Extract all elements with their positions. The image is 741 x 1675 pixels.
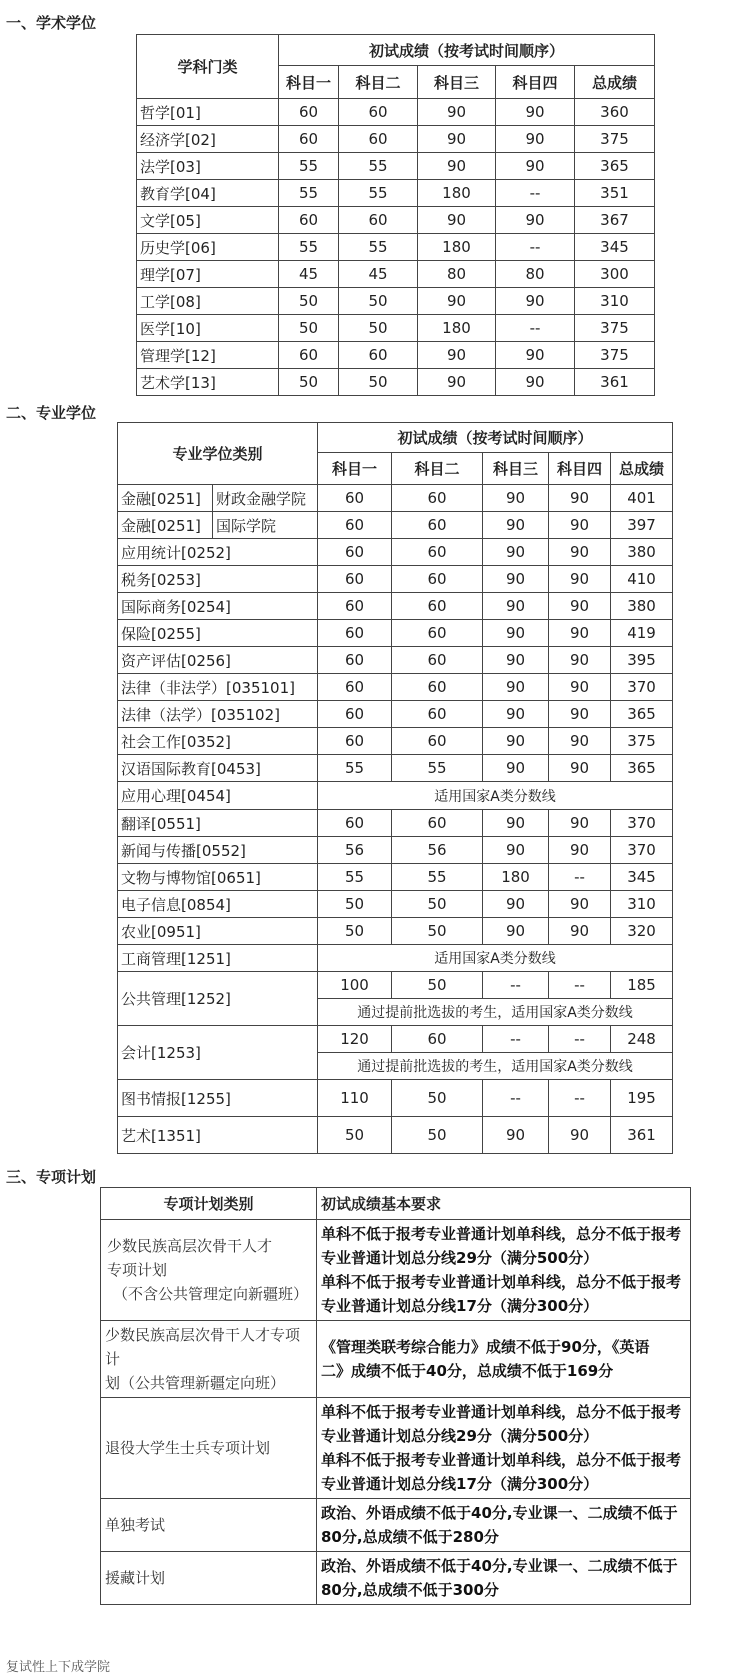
total-cell: 310 [611, 891, 673, 918]
subject-1-cell: 60 [318, 539, 392, 566]
subject-1-cell: 60 [279, 99, 339, 126]
total-cell: 365 [611, 755, 673, 782]
subject-1-cell: 60 [318, 593, 392, 620]
category-cell: 新闻与传播[0552] [118, 837, 318, 864]
plan-requirement-cell [317, 1552, 691, 1605]
subject-3-cell: 90 [418, 153, 496, 180]
subject-3-cell: 90 [483, 566, 549, 593]
total-cell: 397 [611, 512, 673, 539]
subject-3-cell: 90 [483, 755, 549, 782]
subject-1-cell: 100 [318, 972, 392, 999]
subject-2-cell: 50 [392, 918, 483, 945]
total-cell: 361 [611, 1117, 673, 1154]
subject-4-cell: 90 [549, 674, 611, 701]
total-cell: 375 [611, 728, 673, 755]
table-row [118, 674, 673, 701]
total-cell: 300 [575, 261, 655, 288]
subject-4-cell: 90 [549, 620, 611, 647]
table-row [137, 207, 655, 234]
category-cell: 理学[07] [137, 261, 279, 288]
category-cell: 农业[0951] [118, 918, 318, 945]
total-cell: 345 [575, 234, 655, 261]
subject-2-cell: 55 [339, 234, 418, 261]
subject-4-cell: 90 [549, 1117, 611, 1154]
note-cell: 适用国家A类分数线 [318, 945, 673, 972]
category-cell: 工商管理[1251] [118, 945, 318, 972]
header-subject-3: 科目三 [418, 66, 496, 99]
subject-1-cell: 60 [318, 620, 392, 647]
requirement-line: 单科不低于报考专业普通计划单科线，总分不低于报考 [321, 1273, 682, 1291]
table-row [118, 810, 673, 837]
plan-category-cell [101, 1552, 317, 1605]
subject-4-cell: 90 [549, 485, 611, 512]
category-cell: 公共管理[1252] [118, 972, 318, 1026]
subject-4-cell: 90 [496, 126, 575, 153]
subject-4-cell: 80 [496, 261, 575, 288]
subject-1-cell: 50 [318, 891, 392, 918]
subject-4-cell: 90 [496, 207, 575, 234]
subject-1-cell: 50 [279, 369, 339, 396]
subject-3-cell: 180 [483, 864, 549, 891]
requirement-line: 政治、外语成绩不低于40分,专业课一、二成绩不低于 [321, 1504, 678, 1522]
subject-4-cell: -- [496, 315, 575, 342]
subject-4-cell: -- [549, 972, 611, 999]
subject-4-cell: 90 [549, 810, 611, 837]
subject-3-cell: 90 [418, 342, 496, 369]
subject-3-cell: 180 [418, 315, 496, 342]
category-cell: 金融[0251] [118, 485, 213, 512]
subject-3-cell: 90 [483, 620, 549, 647]
requirement-line: 专业普通计划总分线17分（满分300分） [321, 1475, 599, 1493]
subject-2-cell: 60 [392, 1026, 483, 1053]
requirement-line: 80分,总成绩不低于280分 [321, 1528, 499, 1546]
subject-3-cell: 90 [418, 207, 496, 234]
header-category: 专项计划类别 [101, 1188, 317, 1220]
total-cell: 419 [611, 620, 673, 647]
subject-3-cell: 180 [418, 234, 496, 261]
subject-1-cell: 60 [318, 485, 392, 512]
subject-1-cell: 60 [318, 512, 392, 539]
total-cell: 370 [611, 810, 673, 837]
subject-4-cell: 90 [496, 99, 575, 126]
total-cell: 380 [611, 593, 673, 620]
requirement-line: 专业普通计划总分线29分（满分500分） [321, 1249, 599, 1267]
subject-2-cell: 55 [392, 864, 483, 891]
header-category: 专业学位类别 [118, 423, 318, 485]
requirement-line: 80分,总成绩不低于300分 [321, 1581, 499, 1599]
subject-3-cell: 90 [483, 674, 549, 701]
subject-4-cell: -- [496, 180, 575, 207]
subject-4-cell: 90 [496, 153, 575, 180]
plan-requirement-cell [317, 1398, 691, 1499]
table-row [137, 234, 655, 261]
subject-3-cell: 90 [483, 539, 549, 566]
total-cell: 370 [611, 837, 673, 864]
category-cell: 艺术学[13] [137, 369, 279, 396]
requirement-line: 专业普通计划总分线17分（满分300分） [321, 1297, 599, 1315]
category-cell: 应用心理[0454] [118, 782, 318, 810]
table-row [101, 1552, 691, 1605]
category-cell: 电子信息[0854] [118, 891, 318, 918]
category-cell: 历史学[06] [137, 234, 279, 261]
total-cell: 367 [575, 207, 655, 234]
subject-1-cell: 50 [279, 288, 339, 315]
subject-3-cell: 90 [418, 369, 496, 396]
category-cell: 翻译[0551] [118, 810, 318, 837]
subject-4-cell: 90 [549, 593, 611, 620]
table-row [118, 539, 673, 566]
header-subject-4: 科目四 [496, 66, 575, 99]
subject-4-cell: -- [549, 864, 611, 891]
category-cell: 汉语国际教育[0453] [118, 755, 318, 782]
subject-1-cell: 45 [279, 261, 339, 288]
subject-1-cell: 55 [279, 180, 339, 207]
subject-1-cell: 55 [279, 234, 339, 261]
subject-1-cell: 60 [318, 810, 392, 837]
requirement-line: 单科不低于报考专业普通计划单科线，总分不低于报考 [321, 1225, 682, 1243]
total-cell: 375 [575, 315, 655, 342]
subject-1-cell: 60 [318, 566, 392, 593]
subject-2-cell: 60 [392, 593, 483, 620]
subject-1-cell: 60 [318, 701, 392, 728]
header-score-group: 初试成绩（按考试时间顺序） [279, 35, 655, 66]
subject-1-cell: 50 [279, 315, 339, 342]
header-category: 学科门类 [137, 35, 279, 99]
subject-3-cell: 90 [483, 728, 549, 755]
category-cell: 教育学[04] [137, 180, 279, 207]
subject-2-cell: 60 [392, 647, 483, 674]
table-row [137, 342, 655, 369]
table-row [118, 728, 673, 755]
subject-1-cell: 60 [279, 126, 339, 153]
total-cell: 320 [611, 918, 673, 945]
subject-4-cell: 90 [549, 566, 611, 593]
header-subject-2: 科目二 [392, 453, 483, 485]
subject-3-cell: 90 [418, 288, 496, 315]
subject-4-cell: 90 [549, 891, 611, 918]
category-cell: 文物与博物馆[0651] [118, 864, 318, 891]
subject-4-cell: 90 [496, 369, 575, 396]
subject-3-cell: -- [483, 972, 549, 999]
total-cell: 360 [575, 99, 655, 126]
header-requirement: 初试成绩基本要求 [317, 1188, 691, 1220]
subject-1-cell: 110 [318, 1080, 392, 1117]
table-row [118, 1117, 673, 1154]
subject-2-cell: 60 [339, 126, 418, 153]
category-cell: 国际商务[0254] [118, 593, 318, 620]
category-cell: 应用统计[0252] [118, 539, 318, 566]
category-cell: 经济学[02] [137, 126, 279, 153]
table-row [118, 945, 673, 972]
subject-2-cell: 60 [392, 620, 483, 647]
school-cell: 财政金融学院 [213, 485, 318, 512]
table-row [118, 972, 673, 999]
table-row [101, 1398, 691, 1499]
total-cell: 375 [575, 342, 655, 369]
subject-4-cell: 90 [549, 755, 611, 782]
subject-3-cell: 90 [483, 647, 549, 674]
subject-2-cell: 60 [392, 810, 483, 837]
subject-2-cell: 60 [392, 485, 483, 512]
header-score-group: 初试成绩（按考试时间顺序） [318, 423, 673, 453]
table-row [118, 647, 673, 674]
subject-4-cell: -- [549, 1026, 611, 1053]
table-row [137, 99, 655, 126]
plan-category-cell [101, 1499, 317, 1552]
subject-2-cell: 55 [339, 180, 418, 207]
subject-2-cell: 60 [392, 512, 483, 539]
subject-4-cell: 90 [549, 539, 611, 566]
subject-2-cell: 60 [392, 728, 483, 755]
header-subject-2: 科目二 [339, 66, 418, 99]
subject-1-cell: 120 [318, 1026, 392, 1053]
plan-requirement-cell [317, 1220, 691, 1321]
table-row [118, 1026, 673, 1053]
table-row [118, 782, 673, 810]
table-row [137, 180, 655, 207]
plan-requirement-cell [317, 1321, 691, 1398]
requirement-line: 单科不低于报考专业普通计划单科线，总分不低于报考 [321, 1451, 682, 1469]
total-cell: 365 [575, 153, 655, 180]
total-cell: 361 [575, 369, 655, 396]
table-row [118, 1080, 673, 1117]
subject-1-cell: 60 [318, 647, 392, 674]
subject-4-cell: 90 [496, 288, 575, 315]
note-cell: 通过提前批选拔的考生，适用国家A类分数线 [318, 1053, 673, 1080]
plan-category-cell [101, 1220, 317, 1321]
subject-3-cell: -- [483, 1026, 549, 1053]
category-cell: 法律（非法学）[035101] [118, 674, 318, 701]
total-cell: 395 [611, 647, 673, 674]
total-cell: 380 [611, 539, 673, 566]
table-row [118, 755, 673, 782]
note-cell: 通过提前批选拔的考生，适用国家A类分数线 [318, 999, 673, 1026]
subject-2-cell: 55 [392, 755, 483, 782]
subject-4-cell: 90 [549, 918, 611, 945]
professional-degree-table [117, 422, 673, 1154]
header-total: 总成绩 [611, 453, 673, 485]
table-row [118, 566, 673, 593]
table-row [101, 1321, 691, 1398]
category-cell: 社会工作[0352] [118, 728, 318, 755]
subject-1-cell: 56 [318, 837, 392, 864]
plan-category-cell [101, 1398, 317, 1499]
subject-2-cell: 60 [339, 99, 418, 126]
category-cell: 税务[0253] [118, 566, 318, 593]
subject-1-cell: 50 [318, 918, 392, 945]
plan-category-line: 划（公共管理新疆定向班） [105, 1374, 286, 1392]
subject-2-cell: 60 [392, 674, 483, 701]
subject-1-cell: 60 [318, 728, 392, 755]
requirement-line: 二》成绩不低于40分，总成绩不低于169分 [321, 1362, 614, 1380]
subject-2-cell: 50 [392, 1080, 483, 1117]
plan-category-line: 专项计划 [107, 1261, 168, 1279]
total-cell: 345 [611, 864, 673, 891]
category-cell: 文学[05] [137, 207, 279, 234]
total-cell: 410 [611, 566, 673, 593]
section-title-professional: 二、专业学位 [6, 404, 97, 422]
subject-3-cell: 90 [483, 810, 549, 837]
subject-2-cell: 60 [339, 342, 418, 369]
academic-degree-table [136, 34, 655, 396]
requirement-line: 政治、外语成绩不低于40分,专业课一、二成绩不低于 [321, 1557, 678, 1575]
subject-1-cell: 60 [318, 674, 392, 701]
subject-3-cell: 90 [483, 918, 549, 945]
section-title-special: 三、专项计划 [6, 1168, 97, 1186]
table-row [137, 261, 655, 288]
header-total: 总成绩 [575, 66, 655, 99]
subject-3-cell: 90 [483, 1117, 549, 1154]
subject-3-cell: 80 [418, 261, 496, 288]
category-cell: 资产评估[0256] [118, 647, 318, 674]
category-cell: 管理学[12] [137, 342, 279, 369]
total-cell: 310 [575, 288, 655, 315]
subject-3-cell: 90 [483, 701, 549, 728]
table-row [118, 620, 673, 647]
note-cell: 适用国家A类分数线 [318, 782, 673, 810]
subject-2-cell: 60 [392, 566, 483, 593]
plan-category-line: 援藏计划 [105, 1569, 166, 1587]
subject-3-cell: -- [483, 1080, 549, 1117]
table-row [118, 918, 673, 945]
plan-category-line: 退役大学生士兵专项计划 [105, 1439, 271, 1457]
total-cell: 375 [575, 126, 655, 153]
subject-2-cell: 50 [392, 891, 483, 918]
special-plan-table [100, 1187, 691, 1605]
category-cell: 会计[1253] [118, 1026, 318, 1080]
subject-4-cell: 90 [549, 701, 611, 728]
subject-2-cell: 60 [392, 539, 483, 566]
subject-3-cell: 90 [483, 891, 549, 918]
subject-2-cell: 45 [339, 261, 418, 288]
plan-category-line: 少数民族高层次骨干人才专项计 [105, 1326, 301, 1368]
total-cell: 185 [611, 972, 673, 999]
table-row [101, 1499, 691, 1552]
subject-1-cell: 55 [279, 153, 339, 180]
footer-text: 复试性上下成学院 [6, 1660, 111, 1675]
subject-3-cell: 90 [418, 99, 496, 126]
category-cell: 法律（法学）[035102] [118, 701, 318, 728]
table-row [118, 837, 673, 864]
requirement-line: 《管理类联考综合能力》成绩不低于90分，《英语 [321, 1338, 650, 1356]
subject-4-cell: 90 [549, 728, 611, 755]
subject-3-cell: 90 [483, 485, 549, 512]
plan-category-line: 单独考试 [105, 1516, 166, 1534]
subject-2-cell: 50 [392, 972, 483, 999]
total-cell: 365 [611, 701, 673, 728]
table-row [101, 1220, 691, 1321]
subject-2-cell: 50 [339, 369, 418, 396]
subject-2-cell: 56 [392, 837, 483, 864]
table-row [137, 369, 655, 396]
plan-category-line: （不含公共管理定向新疆班） [113, 1285, 309, 1303]
subject-4-cell: 90 [496, 342, 575, 369]
category-cell: 图书情报[1255] [118, 1080, 318, 1117]
plan-category-line: 少数民族高层次骨干人才 [107, 1237, 273, 1255]
subject-4-cell: 90 [549, 512, 611, 539]
subject-1-cell: 60 [279, 342, 339, 369]
subject-2-cell: 55 [339, 153, 418, 180]
subject-1-cell: 55 [318, 864, 392, 891]
table-row [137, 153, 655, 180]
subject-2-cell: 60 [392, 701, 483, 728]
subject-4-cell: -- [549, 1080, 611, 1117]
subject-4-cell: 90 [549, 837, 611, 864]
subject-3-cell: 90 [483, 593, 549, 620]
subject-1-cell: 60 [279, 207, 339, 234]
section-title-academic: 一、学术学位 [6, 14, 97, 32]
subject-2-cell: 60 [339, 207, 418, 234]
subject-1-cell: 55 [318, 755, 392, 782]
subject-2-cell: 50 [392, 1117, 483, 1154]
subject-2-cell: 50 [339, 288, 418, 315]
total-cell: 401 [611, 485, 673, 512]
table-row [118, 485, 673, 512]
subject-4-cell: -- [496, 234, 575, 261]
category-cell: 艺术[1351] [118, 1117, 318, 1154]
total-cell: 248 [611, 1026, 673, 1053]
category-cell: 医学[10] [137, 315, 279, 342]
subject-3-cell: 180 [418, 180, 496, 207]
table-row [118, 593, 673, 620]
subject-3-cell: 90 [483, 512, 549, 539]
total-cell: 370 [611, 674, 673, 701]
subject-1-cell: 50 [318, 1117, 392, 1154]
header-subject-4: 科目四 [549, 453, 611, 485]
plan-requirement-cell [317, 1499, 691, 1552]
category-cell: 法学[03] [137, 153, 279, 180]
table-row [118, 512, 673, 539]
header-subject-1: 科目一 [279, 66, 339, 99]
subject-2-cell: 50 [339, 315, 418, 342]
requirement-line: 专业普通计划总分线29分（满分500分） [321, 1427, 599, 1445]
header-subject-3: 科目三 [483, 453, 549, 485]
table-row [137, 315, 655, 342]
requirement-line: 单科不低于报考专业普通计划单科线，总分不低于报考 [321, 1403, 682, 1421]
total-cell: 351 [575, 180, 655, 207]
category-cell: 工学[08] [137, 288, 279, 315]
subject-4-cell: 90 [549, 647, 611, 674]
category-cell: 哲学[01] [137, 99, 279, 126]
plan-category-cell [101, 1321, 317, 1398]
school-cell: 国际学院 [213, 512, 318, 539]
subject-3-cell: 90 [483, 837, 549, 864]
header-subject-1: 科目一 [318, 453, 392, 485]
subject-3-cell: 90 [418, 126, 496, 153]
table-row [118, 891, 673, 918]
table-row [118, 864, 673, 891]
category-cell: 金融[0251] [118, 512, 213, 539]
table-row [137, 126, 655, 153]
table-row [118, 701, 673, 728]
table-row [137, 288, 655, 315]
total-cell: 195 [611, 1080, 673, 1117]
category-cell: 保险[0255] [118, 620, 318, 647]
